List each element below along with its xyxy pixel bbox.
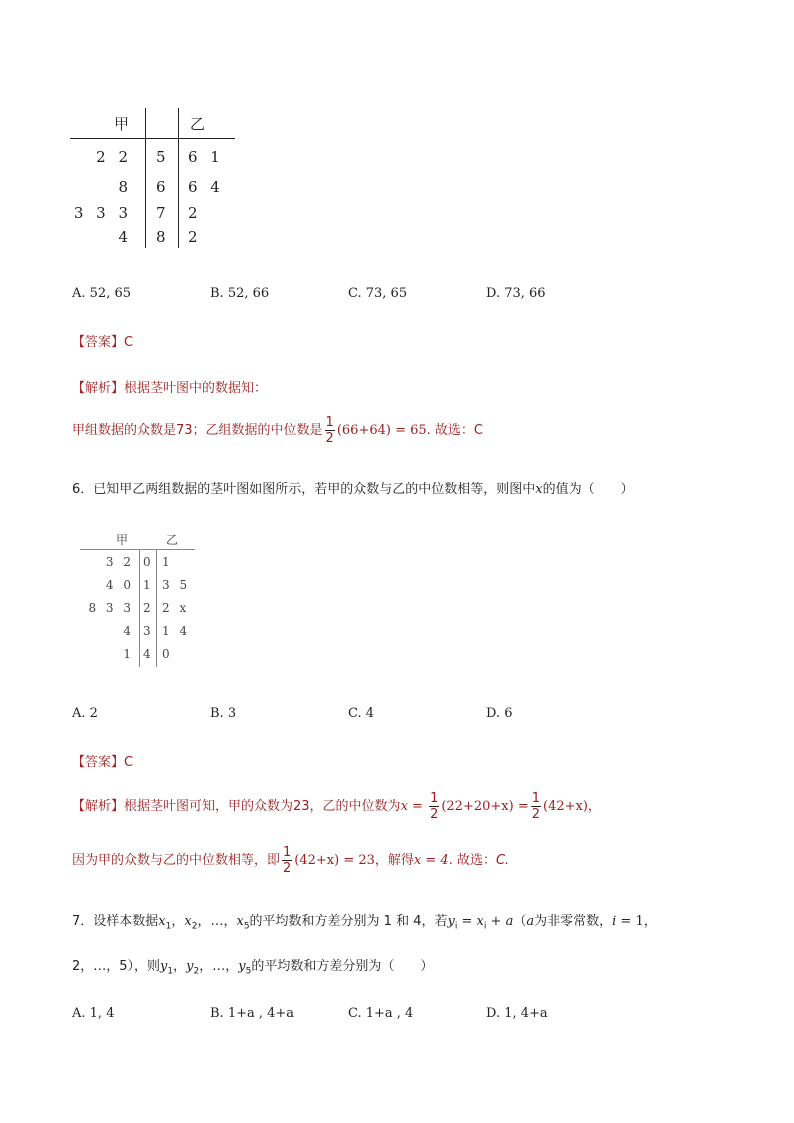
q7-option-c: C. 1+a , 4 — [348, 1006, 414, 1021]
stem-row3: 7 — [156, 204, 166, 222]
stem-row2: 6 — [156, 178, 166, 196]
stem-row4: 8 — [156, 228, 166, 246]
q6-fraction-2: $\frac{1}{2}$ — [531, 791, 540, 822]
leaf-right-row2: 6 4 — [188, 178, 224, 196]
q5-option-c: C. 73, 65 — [348, 286, 408, 301]
q7-option-d: D. 1, 4+a — [486, 1006, 548, 1021]
stem-row1-2: 0 — [143, 555, 151, 569]
stem-row1: 5 — [156, 148, 166, 166]
left-divider — [145, 108, 146, 248]
stem-row3-2: 2 — [143, 601, 151, 615]
q6-analysis-line1: 【解析】根据茎叶图可知，甲的众数为23，乙的中位数为x = $\frac{1}{2}$ (22+20+x) = $\frac{1}{2}$ (42+x)， — [72, 791, 601, 822]
leaf-right-row3: 2 — [188, 204, 198, 222]
q5-answer-label: 【答案】 — [72, 335, 125, 350]
leaf-left-row4-2: 4 — [123, 624, 134, 638]
leaf-left-row3-2: 8 3 3 — [88, 601, 134, 615]
leaf-right-row4: 2 — [188, 228, 198, 246]
stem-leaf-plot-2 — [80, 527, 200, 667]
q5-fraction: $\frac{1}{2}$ — [325, 415, 334, 446]
q5-analysis-label: 【解析】 — [72, 381, 125, 396]
leaf-left-row4: 4 — [118, 228, 132, 246]
leaf-right-row2-2: 3 5 — [162, 578, 191, 592]
right-divider — [178, 108, 179, 248]
right-divider-2 — [156, 549, 157, 667]
leaf-right-row1-2: 1 — [162, 555, 173, 569]
q7-option-b: B. 1+a , 4+a — [210, 1006, 295, 1021]
header-yi-2: 乙 — [166, 533, 179, 547]
q6-fraction-3: $\frac{1}{2}$ — [283, 845, 292, 876]
q7-line1: 7．设样本数据$x_1$，$x_2$，…，$x_5$的平均数和方差分别为 1 和 4，若$y_i = x_i + a(a$为非零常数，i = 1， — [72, 914, 657, 932]
stem-row2-2: 1 — [143, 578, 151, 592]
leaf-right-row4-2: 1 4 — [162, 624, 191, 638]
q5-answer-value: C — [124, 335, 134, 350]
header-yi: 乙 — [190, 115, 206, 133]
q6-option-c: C. 4 — [348, 706, 375, 721]
q5-answer — [72, 331, 133, 350]
leaf-left-row1-2: 3 2 — [105, 555, 134, 569]
leaf-left-row5-2: 1 — [123, 647, 134, 661]
q5-analysis-line1: 【解析】根据茎叶图中的数据知： — [72, 381, 268, 396]
stem-row4-2: 3 — [143, 624, 151, 638]
leaf-left-row2: 8 — [118, 178, 132, 196]
leaf-right-row1: 6 1 — [188, 148, 224, 166]
q7-option-a: A. 1, 4 — [72, 1006, 115, 1021]
leaf-right-row3-2: 2 x — [162, 601, 190, 615]
q6-answer: 【答案】C — [72, 755, 134, 770]
q7-line2: 2，…，5），则$y_1$，$y_2$，…，$y_5$的平均数和方差分别为（ ） — [72, 959, 434, 977]
header-jia-2: 甲 — [116, 533, 129, 547]
q6-analysis-line2: 因为甲的众数与乙的中位数相等，即 $\frac{1}{2}$ (42+x) = 23，解得x = 4. 故选：C. — [72, 845, 510, 876]
stem-row5-2: 4 — [143, 647, 151, 661]
leaf-left-row1: 2 2 — [96, 148, 132, 166]
q6-option-a: A. 2 — [72, 706, 98, 721]
left-divider-2 — [139, 549, 140, 667]
leaf-left-row3: 3 3 3 — [73, 204, 132, 222]
q5-analysis-line2: 甲组数据的众数是73；乙组数据的中位数是 $\frac{1}{2}$ (66+64) = 65. 故选：C — [72, 415, 483, 446]
q5-option-a: A. 52, 65 — [72, 286, 132, 301]
leaf-right-row5-2: 0 — [162, 647, 173, 661]
q5-option-b: B. 52, 66 — [210, 286, 270, 301]
leaf-left-row2-2: 4 0 — [105, 578, 134, 592]
header-rule-2 — [80, 549, 195, 550]
header-jia: 甲 — [114, 115, 130, 133]
q6-option-b: B. 3 — [210, 706, 237, 721]
header-rule — [70, 138, 235, 139]
stem-leaf-plot-1 — [70, 108, 240, 253]
q6-option-d: D. 6 — [486, 706, 513, 721]
q6-fraction-1: $\frac{1}{2}$ — [430, 791, 439, 822]
q5-option-d: D. 73, 66 — [486, 286, 546, 301]
q6-stem: 6．已知甲乙两组数据的茎叶图如图所示，若甲的众数与乙的中位数相等，则图中x的值为（ ） — [72, 482, 634, 497]
